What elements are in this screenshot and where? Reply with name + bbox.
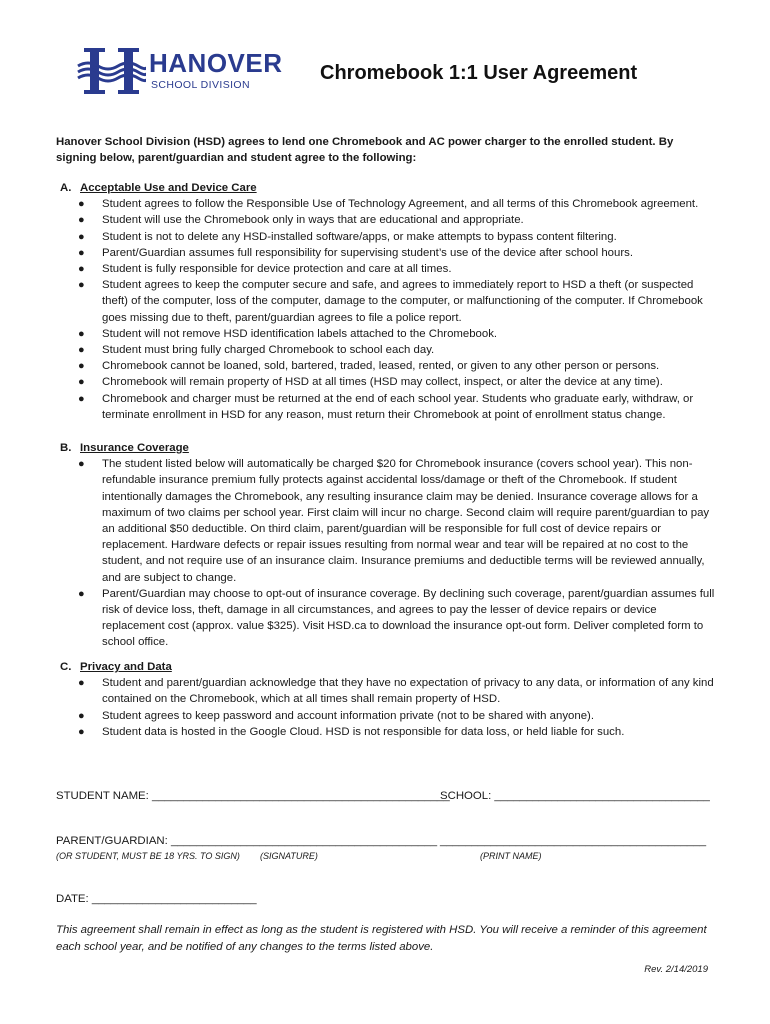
section-privacy-data — [56, 659, 716, 740]
hanover-logo — [76, 46, 296, 96]
parent-note: (OR STUDENT, MUST BE 18 YRS. TO SIGN) — [56, 851, 240, 861]
list-item: ● Student must bring fully charged Chromebook to school each day. — [56, 342, 716, 358]
list-item: ● Student data is hosted in the Google Cloud. HSD is not responsible for data loss, or held liable for such. — [56, 724, 716, 740]
list-item: ● Student is fully responsible for device protection and care at all times. — [56, 261, 716, 277]
bullet-icon: ● — [78, 376, 85, 389]
revision-date: Rev. 2/14/2019 — [644, 964, 708, 975]
list-item: ● Student and parent/guardian acknowledge that they have no expectation of privacy to any data, or information of any kind contained on the Chromebook, which at all times shall remain property of HSD. — [78, 677, 714, 706]
list-item: ● Parent/Guardian may choose to opt-out of insurance coverage. By declining such coverage, parent/guardian assumes full risk of device loss, theft, damage in all circumstances, and agrees to pay the lesser of device repairs or device replacement cost (approx. value $325). Visit HSD.ca to download the insurance opt-out form. Deliver completed form to school office. — [78, 587, 715, 649]
list-item: ● Student agrees to keep password and account information private (not to be shared with anyone). — [56, 708, 716, 724]
section-heading — [56, 659, 716, 675]
section-items — [56, 196, 716, 423]
list-item: ● Student will not remove HSD identification labels attached to the Chromebook. — [56, 326, 716, 342]
section-letter: B. — [60, 442, 72, 454]
document-title: Chromebook 1:1 User Agreement — [320, 62, 638, 84]
bullet-icon: ● — [78, 344, 85, 357]
section-title: Insurance Coverage — [80, 442, 189, 454]
list-item: ● Student agrees to follow the Responsible Use of Technology Agreement, and all terms of this Chromebook agreement. — [56, 196, 716, 212]
bullet-icon: ● — [78, 392, 85, 405]
logo-subtitle: SCHOOL DIVISION — [151, 79, 250, 91]
list-item: ● Student is not to delete any HSD-installed software/apps, or make attempts to bypass content filtering. — [56, 229, 716, 245]
list-item: ● Chromebook and charger must be returned at the end of each school year. Students who graduate early, withdraw, or terminate enrollment in HSD for any reason, must return their Chromebook at point of enrollment status change. — [78, 392, 694, 421]
list-item: ● Student will use the Chromebook only in ways that are educational and appropriate. — [56, 212, 716, 228]
section-letter: C. — [60, 661, 72, 673]
intro-paragraph: Hanover School Division (HSD) agrees to lend one Chromebook and AC power charger to the enrolled student. By signing below, parent/guardian and student agree to the following: — [56, 136, 674, 164]
bullet-icon: ● — [78, 587, 85, 600]
date-field[interactable]: DATE: __________________________ — [56, 893, 257, 905]
bullet-icon: ● — [78, 327, 85, 340]
section-insurance-coverage — [56, 440, 716, 651]
bullet-icon: ● — [78, 214, 85, 227]
bullet-icon: ● — [78, 360, 85, 373]
section-heading — [56, 180, 716, 196]
bullet-icon: ● — [78, 230, 85, 243]
bullet-icon: ● — [78, 458, 85, 471]
print-name-label: (PRINT NAME) — [480, 851, 542, 861]
list-item: ● Student agrees to keep the computer secure and safe, and agrees to immediately report to HSD a theft (or suspected theft) of the computer, loss of the computer, damage to the computer, or malfunctioning of the computer. If Chromebook goes missing due to theft, parent/guardian agrees to file a police report. — [78, 279, 703, 324]
parent-guardian-signature-field[interactable]: PARENT/GUARDIAN: __________________________________________ — [56, 835, 438, 847]
bullet-icon: ● — [78, 198, 85, 211]
section-heading — [56, 440, 716, 456]
footer-note: This agreement shall remain in effect as long as the student is registered with HSD. You will receive a reminder of this agreement each school year, and be notified of any changes to the terms listed above. — [56, 924, 707, 953]
bullet-icon: ● — [78, 709, 85, 722]
h-wave-logo-icon — [76, 46, 146, 96]
section-title: Privacy and Data — [80, 661, 172, 673]
list-item: ● Chromebook cannot be loaned, sold, bartered, traded, leased, rented, or given to any other person or persons. — [56, 358, 716, 374]
bullet-icon: ● — [78, 246, 85, 259]
list-item: ● Chromebook will remain property of HSD at all times (HSD may collect, inspect, or alter the device at any time). — [56, 374, 716, 390]
bullet-icon: ● — [78, 677, 85, 690]
list-item: ● The student listed below will automatically be charged $20 for Chromebook insurance (covers school year). This non-refundable insurance premium fully protects against accidental loss/damage or theft of the Chromebook. If student intentionally damages the Chromebook, any resulting insurance claim may be denied. Insurance coverage allows for a maximum of two claims per school year. First claim will incur no charge. Second claim will require parent/guardian to pay an additional $50 deductible. On third claim, parent/guardian will be responsible for full cost of device repairs or replacement. Hardware defects or repair issues resulting from normal wear and tear will be repaired at no cost to the student, and not require use of an insurance claim. Insurance premiums and deductible terms will be reviewed annually, and are subject to change. — [78, 458, 710, 584]
school-field[interactable]: SCHOOL: __________________________________ — [440, 790, 710, 802]
document-header — [76, 46, 716, 96]
logo-name: HANOVER — [149, 48, 283, 78]
print-name-field[interactable]: __________________________________________ — [440, 835, 707, 847]
bullet-icon: ● — [78, 279, 85, 292]
signature-label: (SIGNATURE) — [260, 851, 318, 861]
student-name-field[interactable]: STUDENT NAME: _______________________________________________ — [56, 790, 450, 802]
section-title: Acceptable Use and Device Care — [80, 182, 257, 194]
section-items — [56, 675, 716, 740]
section-items — [56, 456, 716, 650]
section-letter: A. — [60, 182, 72, 194]
bullet-icon: ● — [78, 725, 85, 738]
list-item: ● Parent/Guardian assumes full responsibility for supervising student’s use of the device after school hours. — [56, 245, 716, 261]
section-acceptable-use — [56, 180, 716, 423]
bullet-icon: ● — [78, 263, 85, 275]
